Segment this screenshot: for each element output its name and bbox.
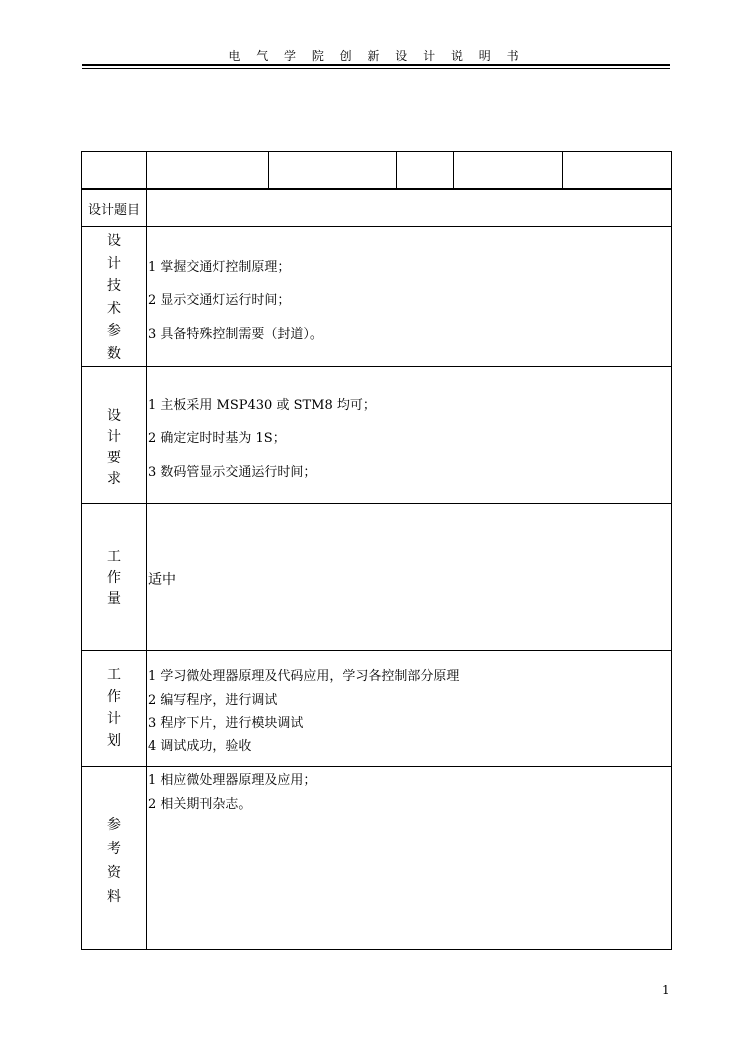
requirement-item: 2 确定定时时基为 1S； [148, 431, 286, 446]
header-row-cell [396, 151, 454, 189]
header-row-cell [268, 151, 397, 189]
row-topic [81, 189, 672, 227]
plan-label: 工 作 计 划 [107, 667, 121, 749]
requirements-label: 设 计 要 求 [107, 408, 121, 487]
plan-item: 2 编写程序，进行调试 [148, 693, 278, 708]
tech-param-item: 1 掌握交通灯控制原理； [148, 260, 291, 275]
plan-item: 3 程序下片，进行模块调试 [148, 716, 304, 731]
header-row-cell [81, 151, 147, 189]
header-row-cell [562, 151, 672, 189]
references-label: 参 考 资 料 [107, 817, 121, 905]
plan-item: 4 调试成功，验收 [148, 739, 252, 754]
workload-label: 工 作 量 [107, 549, 121, 607]
page-number: 1 [662, 983, 670, 997]
label-column-divider [146, 189, 147, 950]
workload-value: 适中 [148, 572, 176, 588]
topic-label: 设计题目 [87, 203, 140, 218]
header-row-cell [453, 151, 563, 189]
tech-param-item: 2 显示交通灯运行时间； [148, 293, 291, 308]
requirement-item: 3 数码管显示交通运行时间； [148, 465, 317, 480]
plan-item: 1 学习微处理器原理及代码应用，学习各控制部分原理 [148, 669, 460, 684]
header-row-cell [146, 151, 269, 189]
document-header: 电 气 学 院 创 新 设 计 说 明 书 [228, 49, 525, 63]
tech-param-item: 3 具备特殊控制需要（封道）。 [148, 327, 323, 342]
header-rule-thick [82, 64, 670, 66]
header-rule-thin [82, 68, 670, 69]
reference-item: 2 相关期刊杂志。 [148, 797, 252, 812]
requirement-item: 1 主板采用 MSP430 或 STM8 均可； [148, 398, 376, 413]
tech-params-label: 设 计 技 术 参 数 [107, 233, 121, 362]
reference-item: 1 相应微处理器原理及应用； [148, 773, 317, 788]
